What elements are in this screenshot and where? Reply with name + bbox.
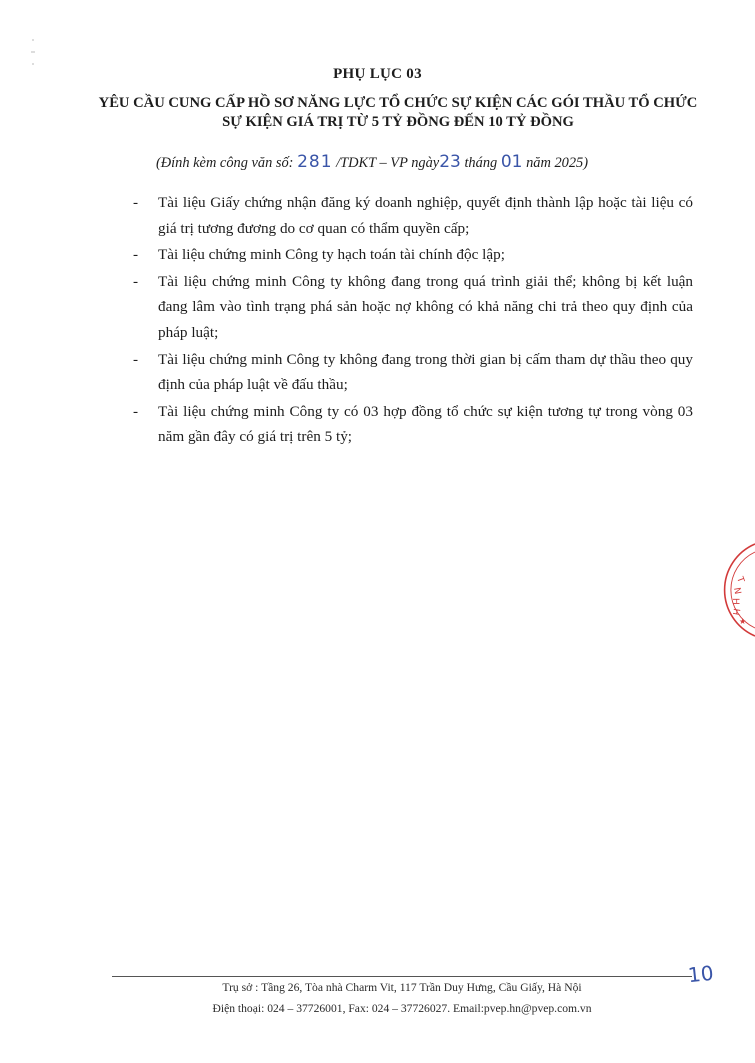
list-dash: -: [133, 246, 139, 264]
list-dash: -: [133, 402, 139, 420]
reference-prefix: (Đính kèm công văn số:: [156, 155, 294, 171]
month-handwritten: 01: [500, 152, 523, 172]
requirements-list: [133, 190, 693, 451]
red-seal-stamp: [719, 540, 755, 640]
list-item: [133, 399, 693, 450]
document-title: YÊU CẦU CUNG CẤP HỒ SƠ NĂNG LỰC TỔ CHỨC SỰ KIỆN CÁC GÓI THẦU TỔ CHỨC SỰ KIỆN GIÁ TRỊ TỪ 5 TỶ ĐỒNG ĐẾN 10 TỶ ĐỒNG: [98, 95, 698, 130]
requirement-text: Tài liệu chứng minh Công ty không đang trong thời gian bị cấm tham dự thầu theo quy định của pháp luật về đấu thầu;: [158, 350, 693, 394]
year-text: năm 2025): [526, 155, 589, 171]
requirement-text: Tài liệu Giấy chứng nhận đăng ký doanh nghiệp, quyết định thành lập hoặc tài liệu có giá trị tương đương do cơ quan có thẩm quyền cấp;: [158, 194, 693, 237]
list-item: [133, 269, 693, 346]
scan-corner-marks: [30, 38, 40, 68]
list-dash: -: [133, 272, 139, 290]
list-dash: -: [133, 350, 139, 368]
svg-text:H: H: [730, 598, 740, 605]
footer-address: Trụ sở : Tầng 26, Tòa nhà Charm Vit, 117 Trần Duy Hưng, Cầu Giấy, Hà Nội: [222, 981, 582, 994]
reference-line: [156, 152, 716, 172]
dispatch-number-handwritten: 281: [297, 152, 333, 172]
list-item: [133, 347, 693, 398]
svg-text:H: H: [729, 607, 741, 616]
svg-text:★: ★: [739, 617, 747, 626]
requirement-text: Tài liệu chứng minh Công ty không đang trong quá trình giải thể; không bị kết luận đang lâm vào tình trạng phá sản hoặc nợ không có khả năng chi trả theo quy định của pháp luật;: [158, 272, 693, 341]
list-item: [133, 190, 693, 241]
footer-contact: Điện thoại: 024 – 37726001, Fax: 024 – 37726027. Email:pvep.hn@pvep.com.vn: [212, 1002, 592, 1015]
list-item: [133, 242, 693, 268]
office-code: /TDKT – VP ngày: [336, 155, 440, 171]
appendix-title: PHỤ LỤC 03: [333, 66, 422, 82]
handwritten-page-mark: 10: [686, 960, 715, 988]
footer-divider: [112, 976, 692, 977]
day-handwritten: 23: [439, 152, 461, 172]
month-label: tháng: [464, 155, 498, 171]
list-dash: -: [133, 194, 139, 211]
svg-text:N: N: [731, 586, 743, 596]
svg-text:T: T: [734, 575, 746, 585]
requirement-text: Tài liệu chứng minh Công ty có 03 hợp đồng tổ chức sự kiện tương tự trong vòng 03 năm gần đây có giá trị trên 5 tỷ;: [158, 402, 693, 446]
requirement-text: Tài liệu chứng minh Công ty hạch toán tài chính độc lập;: [158, 246, 505, 264]
